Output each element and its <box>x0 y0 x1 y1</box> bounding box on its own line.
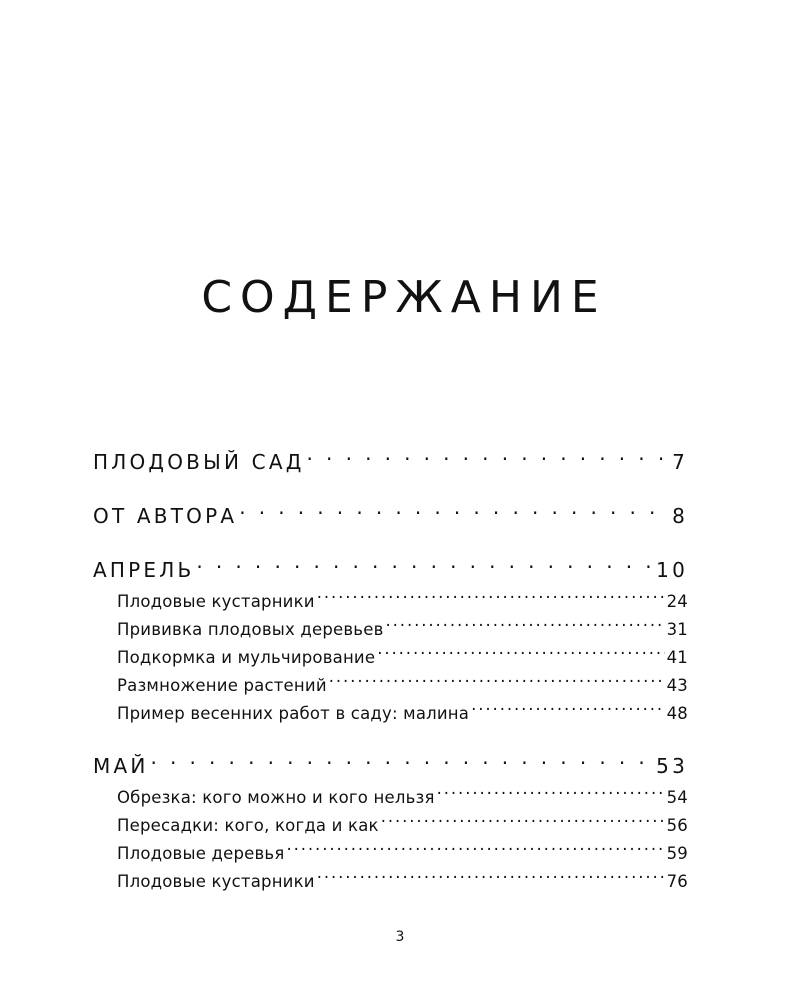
toc-page-number: 10 <box>656 558 688 582</box>
dot-leader <box>437 787 665 804</box>
toc-subentry-label: Прививка плодовых деревьев <box>117 620 384 639</box>
toc-subentry-label: Подкормка и мульчирование <box>117 648 376 667</box>
toc-subentry-label: Плодовые кустарники <box>117 872 315 891</box>
toc-page-number: 56 <box>666 816 688 835</box>
dot-leader <box>307 449 671 469</box>
toc-page-number: 7 <box>672 450 688 474</box>
dot-leader <box>386 619 665 636</box>
dot-leader <box>286 843 664 860</box>
toc-subentry[interactable] <box>93 784 688 812</box>
toc-subentry-label: Размножение растений <box>117 676 327 695</box>
dot-leader <box>151 753 655 773</box>
toc-subentry[interactable] <box>93 840 688 868</box>
toc-subentry[interactable] <box>93 812 688 840</box>
toc-page-number: 43 <box>666 676 688 695</box>
toc-subentry[interactable] <box>93 700 688 728</box>
toc-subentry-label: Плодовые кустарники <box>117 592 315 611</box>
toc-page-number: 41 <box>666 648 688 667</box>
dot-leader <box>329 675 665 692</box>
toc-chapter-label: МАЙ <box>93 754 149 778</box>
toc-subentry[interactable] <box>93 672 688 700</box>
dot-leader <box>239 503 670 523</box>
toc-page-number: 76 <box>666 872 688 891</box>
table-of-contents <box>93 446 688 896</box>
toc-subentry[interactable] <box>93 616 688 644</box>
toc-subentry-label: Пример весенних работ в саду: малина <box>117 704 470 723</box>
dot-leader <box>377 647 664 664</box>
dot-leader <box>471 703 664 720</box>
toc-page-number: 24 <box>666 592 688 611</box>
toc-page-number: 31 <box>666 620 688 639</box>
page-title: СОДЕРЖАНИЕ <box>201 272 607 323</box>
toc-chapter[interactable] <box>93 500 688 532</box>
toc-subentry[interactable] <box>93 868 688 896</box>
dot-leader <box>317 871 665 888</box>
toc-chapter[interactable] <box>93 554 688 586</box>
toc-page-number: 48 <box>666 704 688 723</box>
toc-chapter-label: ПЛОДОВЫЙ САД <box>93 450 305 474</box>
toc-page-number: 59 <box>666 844 688 863</box>
toc-chapter[interactable] <box>93 750 688 782</box>
dot-leader <box>196 557 654 577</box>
toc-page-number: 54 <box>666 788 688 807</box>
toc-page-number: 53 <box>656 754 688 778</box>
toc-subentry-label: Плодовые деревья <box>117 844 285 863</box>
toc-subentry-label: Обрезка: кого можно и кого нельзя <box>117 788 435 807</box>
toc-page-number: 8 <box>672 504 688 528</box>
toc-subentry[interactable] <box>93 644 688 672</box>
dot-leader <box>317 591 665 608</box>
page-number: 3 <box>395 929 405 945</box>
toc-chapter-label: АПРЕЛЬ <box>93 558 195 582</box>
toc-subentry[interactable] <box>93 588 688 616</box>
dot-leader <box>381 815 665 832</box>
toc-chapter[interactable] <box>93 446 688 478</box>
toc-subentry-label: Пересадки: кого, когда и как <box>117 816 379 835</box>
toc-chapter-label: ОТ АВТОРА <box>93 504 238 528</box>
